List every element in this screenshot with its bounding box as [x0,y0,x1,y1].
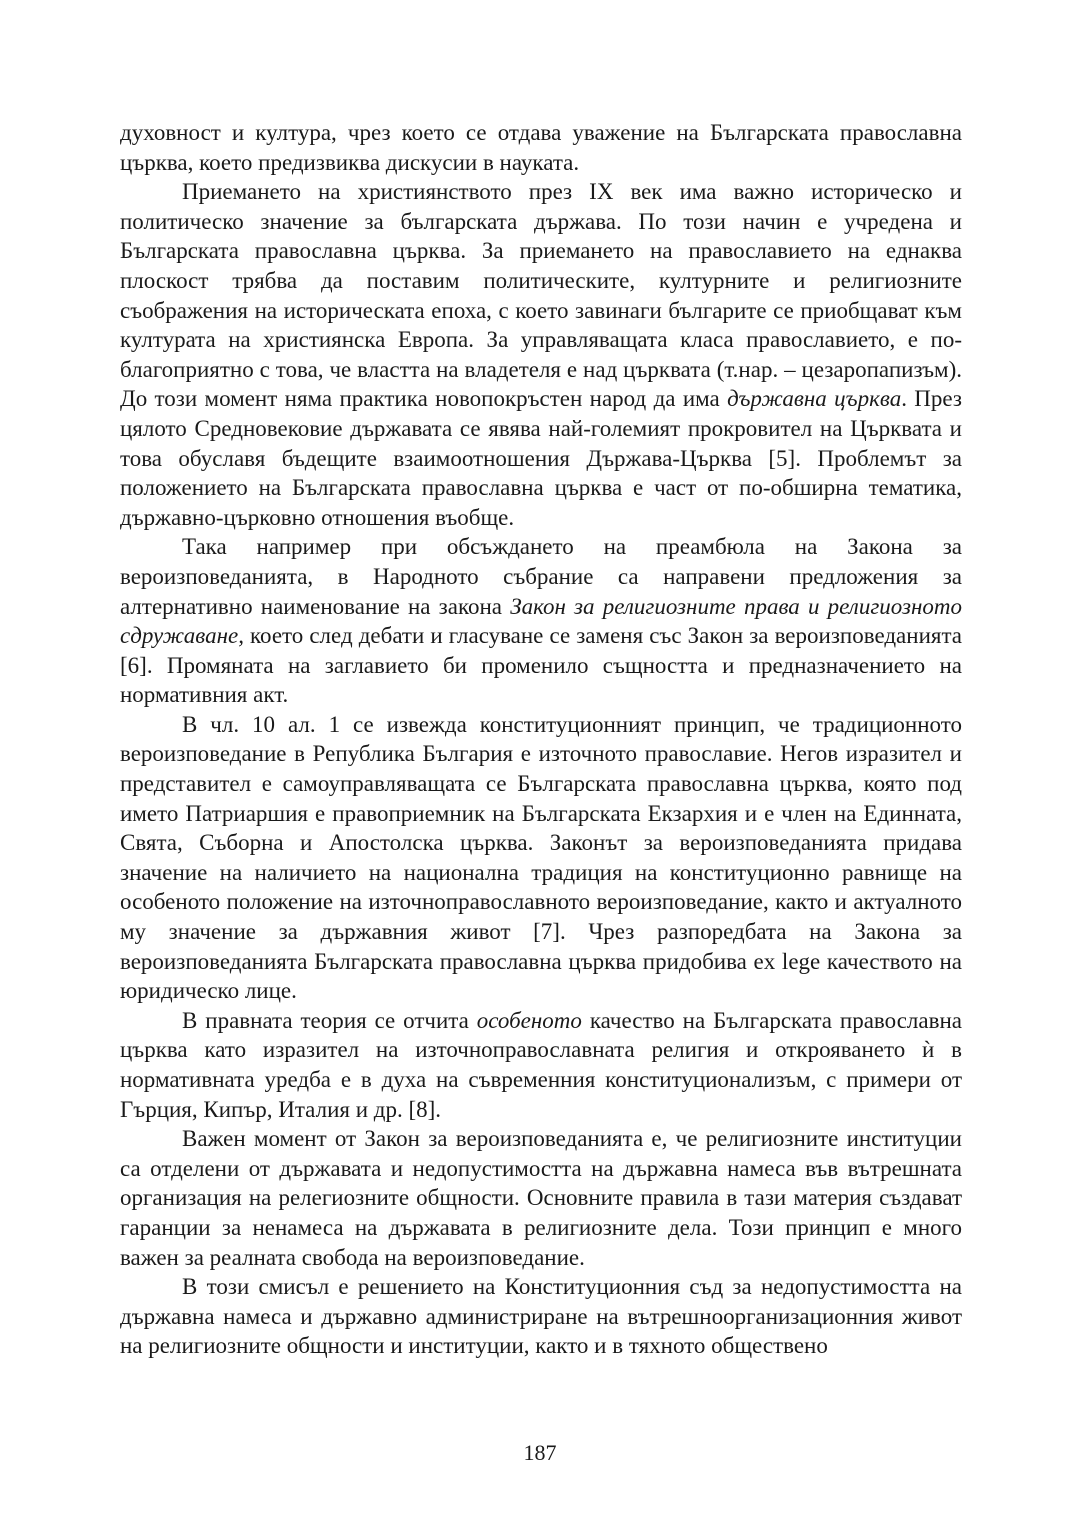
emphasis-text: особеното [476,1007,582,1033]
paragraph [120,118,962,177]
paragraph-text: . През цялото Средновековие държавата се явява най-големият прокровител на Църквата и това обуславя бъдещите взаимоотношения Държава-Църква [5]. Проблемът за положението на Българската православна църква е част от по-обширна тематика, държавно-църковно отношения въобще. [120,386,962,530]
paragraph-text: В този смисъл е решението на Конституционния съд за недопустимостта на държавна намеса и държавно администриране на вътрешноорганизационния живот на религиозните общности и институции, както и в тяхното обществено [120,1274,962,1359]
paragraph-text: духовност и култура, чрез което се отдава уважение на Българската православна църква, което предизвиква дискусии в науката. [120,120,962,175]
paragraph [120,177,962,532]
document-body [120,118,962,1361]
paragraph-text: качество на Българската православна църква като изразител на източноправославната религия и открояването ѝ в нормативната уредба е в духа на съвременния конституционализъм, с примери от Гърция, Кипър, Италия и др. [8]. [120,1007,962,1122]
page-number: 187 [523,1440,557,1465]
paragraph-text: В чл. 10 ал. 1 се извежда конституционният принцип, че традиционното вероизповедание в Република България е източното православие. Негов изразител и представител е самоуправляващата се Българската православна църква, която под името Патриаршия е правоприемник на Българската Екзархия и е член на Единната, Свята, Съборна и Апостолска църква. Законът за вероизповеданията придава значение на наличието на национална традиция на конституционно равнище на особеното положение на източноправославното вероизповедание, както и актуалното му значение за държавния живот [7]. Чрез разпоредбата на Закона за вероизповеданията Българската православна църква придобива ex lege качеството на юридическо лице. [120,711,962,1004]
paragraph-text: Приемането на християнството през IX век има важно историческо и политическо значение за българската държава. По този начин е учредена и Българската православна църква. За приемането на православието на еднаква плоскост трябва да поставим политическите, културните и религиозните съображения на историческата епоха, с което завинаги българите се приобщават към културата на християнска Европа. За управляващата класа православието, е по-благоприятно с това, че властта на владетеля е над църквата (т.нар. – цезаропапизъм). До този момент няма практика новопокръстен народ да има [120,179,962,412]
paragraph [120,1124,962,1272]
paragraph [120,710,962,1006]
emphasis-text: държавна църква [727,386,902,412]
emphasis-text: Закон за религиозните права и религиозното сдружаване, [120,593,962,649]
paragraph [120,532,962,710]
paragraph-text: което след дебати и гласуване се заменя със Закон за вероизповеданията [6]. Промяната на заглавието би променило същността и предназначението на нормативния акт. [120,623,962,708]
paragraph-text: Важен момент от Закон за вероизповеданията е, че религиозните институции са отделени от държавата и недопустимостта на държавна намеса във вътрешната организация на релегиозните общности. Основните правила в тази материя създават гаранции за ненамеса на държавата в религиозните дела. Този принцип е много важен за реалната свобода на вероизповедание. [120,1126,962,1270]
paragraph [120,1272,962,1361]
paragraph-text: Така например при обсъждането на преамбюла на Закона за вероизповеданията, в Народното събрание са направени предложения за алтернативно наименование на закона [120,534,962,619]
paragraph-text: В правната теория се отчита [182,1007,477,1033]
paragraph [120,1006,962,1124]
